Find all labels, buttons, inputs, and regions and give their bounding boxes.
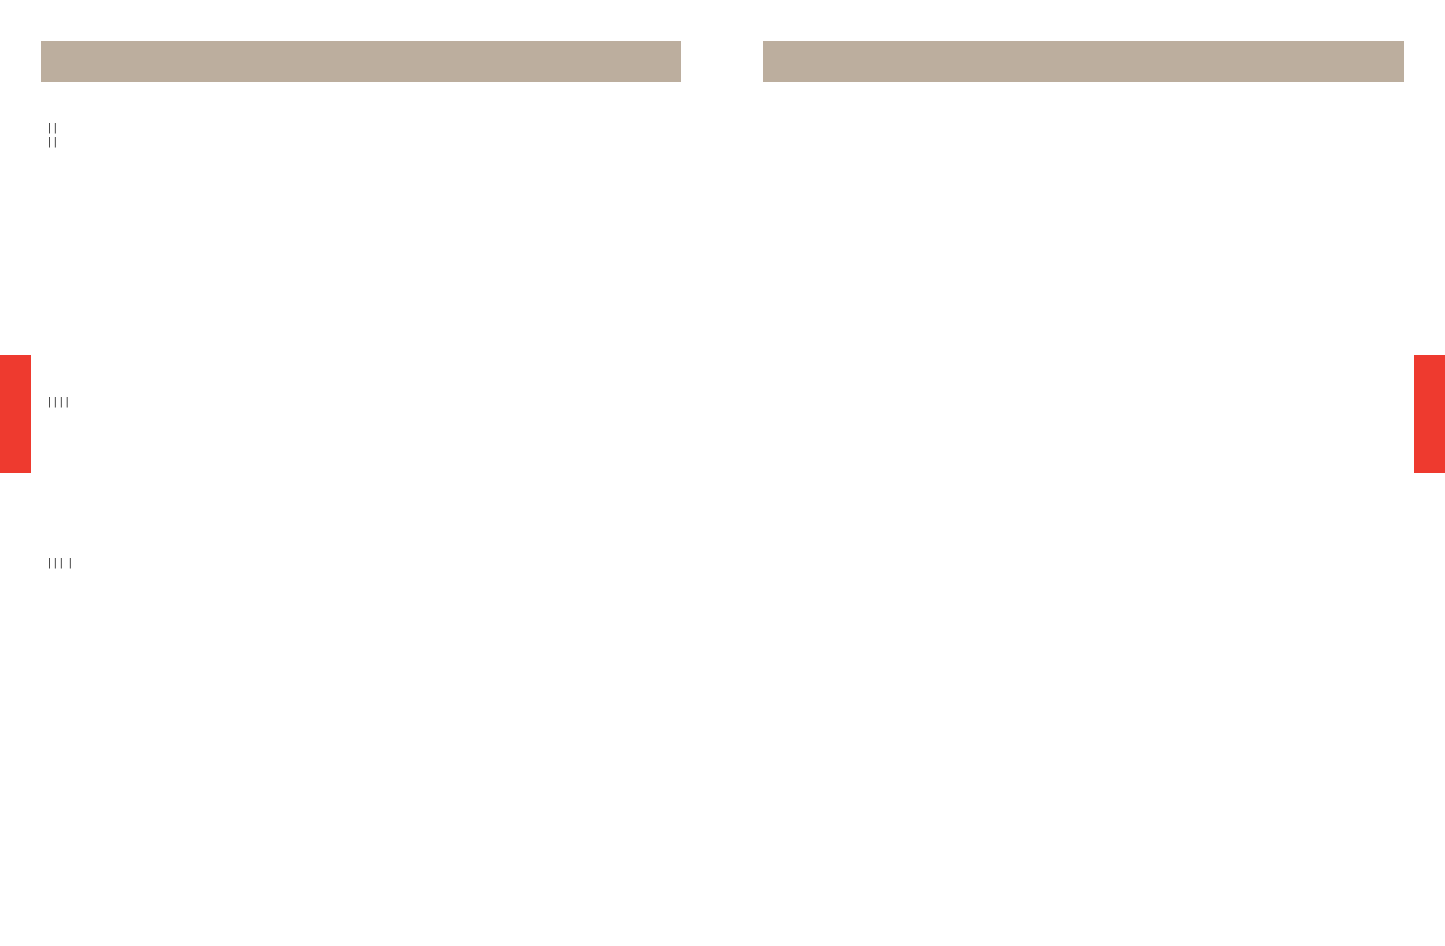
floor-standing-drawings [0,0,1,1]
alpha-spec: | | | | [48,122,57,148]
regal-spec: | | | | [48,557,72,569]
vanity-tops-band [41,41,681,82]
drawings-tab-left [0,355,31,473]
drawings-tab-right [1414,355,1445,473]
haven-spec: | | | | [48,396,69,408]
nevada-band [763,41,1404,82]
